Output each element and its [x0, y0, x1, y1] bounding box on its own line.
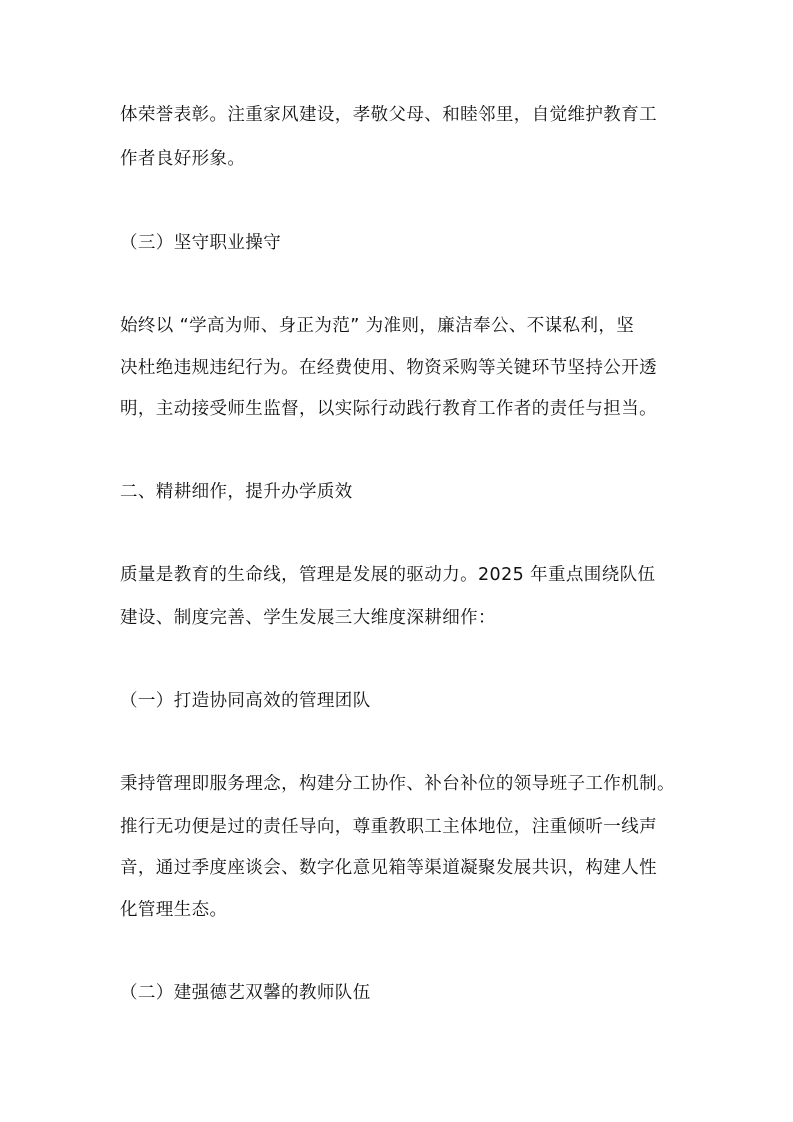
- paragraph-line: 决杜绝违规违纪行为。在经费使用、物资采购等关键环节坚持公开透: [120, 358, 657, 378]
- paragraph-line: 体荣誉表彰。注重家风建设，孝敬父母、和睦邻里，自觉维护教育工: [120, 105, 657, 125]
- section-heading: 二、精耕细作，提升办学质效: [120, 482, 353, 502]
- paragraph-line: 推行无功便是过的责任导向，尊重教职工主体地位，注重倾听一线声: [120, 817, 657, 837]
- paragraph-line: 始终以 “学高为师、身正为范” 为准则，廉洁奉公、不谋私利，坚: [120, 316, 635, 336]
- paragraph-line: 作者良好形象。: [120, 149, 246, 169]
- paragraph-line: 明，主动接受师生监督，以实际行动践行教育工作者的责任与担当。: [120, 399, 657, 419]
- subsection-heading: （二）建强德艺双馨的教师队伍: [120, 983, 371, 1003]
- paragraph-line: 化管理生态。: [120, 900, 228, 920]
- paragraph-line: 质量是教育的生命线，管理是发展的驱动力。2025 年重点围绕队伍: [120, 565, 656, 585]
- paragraph-line: 建设、制度完善、学生发展三大维度深耕细作：: [120, 608, 496, 628]
- subsection-heading: （一）打造协同高效的管理团队: [120, 691, 371, 711]
- subsection-heading: （三）坚守职业操守: [120, 233, 282, 253]
- paragraph-line: 秉持管理即服务理念，构建分工协作、补台补位的领导班子工作机制。: [120, 774, 675, 794]
- paragraph-line: 音，通过季度座谈会、数字化意见箱等渠道凝聚发展共识，构建人性: [120, 858, 657, 878]
